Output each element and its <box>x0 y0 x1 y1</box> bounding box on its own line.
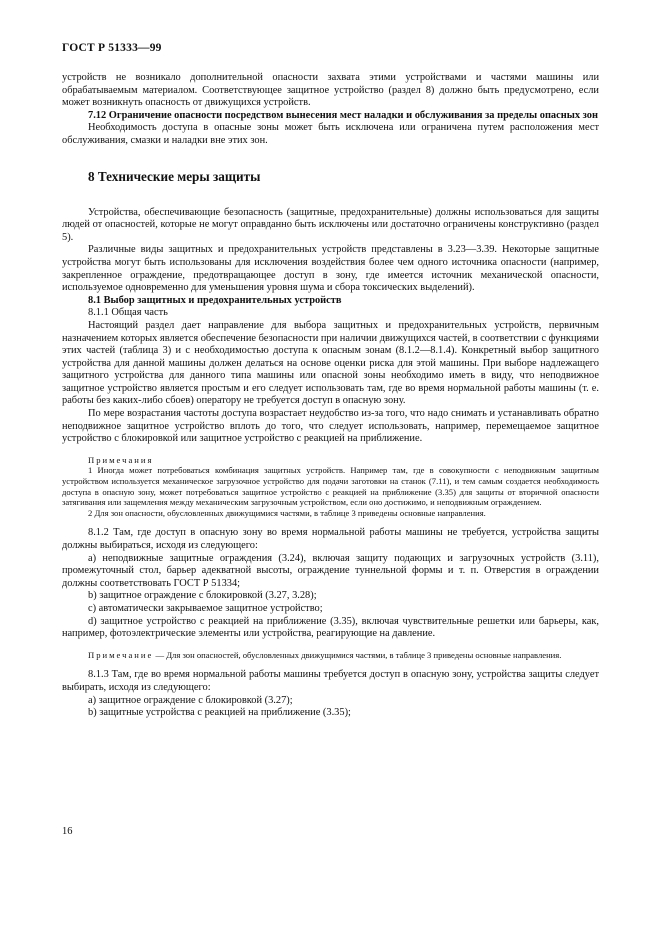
section-8-1-title: 8.1 Выбор защитных и предохранительных устройств <box>88 294 342 306</box>
section-8-1-2-intro: 8.1.2 Там, где доступ в опасную зону во время нормальной работы машины не требуется, устройства защиты должны выбираться, исходя из следующего: <box>62 527 599 551</box>
section-8-title: 8 Технические меры защиты <box>88 168 261 184</box>
document-page <box>62 42 599 720</box>
list-item: а) защитное ограждение с блокировкой (3.27); <box>88 694 293 706</box>
note-3 <box>62 650 599 661</box>
section-7-12-title: 7.12 Ограничение опасности посредством вынесения мест наладки и обслуживания за пределы опасных зон <box>88 109 598 121</box>
list-item: с) автоматически закрываемое защитное устройство; <box>88 602 323 614</box>
note-3-label: Примечание <box>88 649 154 660</box>
list-item: b) защитные устройства с реакцией на приближение (3.35); <box>88 707 351 719</box>
notes-label: Примечания <box>88 454 154 465</box>
page-number: 16 <box>62 826 73 837</box>
section-7-12-text: Необходимость доступа в опасные зоны может быть исключена или ограничена путем расположения мест обслуживания, смазки и наладки вне этих зон. <box>62 122 599 146</box>
list-item: b) защитное ограждение с блокировкой (3.27, 3.28); <box>88 590 317 602</box>
note-1: 1 Иногда может потребоваться комбинация защитных устройств. Например там, где в совокупности с неподвижным защитным устройством используется механическое загрузочное устройство для подачи заготовки на станок (7.11), и тем самым создается необходимость доступа в опасную зону, может потребоваться защитное устройство с реакцией на приближение (3.35) для защиты от вторичной опасности затягивания или защемления между механическим загрузочным устройством, если оно достижимо, и неподвижным ограждением. <box>62 465 599 508</box>
list-item: d) защитное устройство с реакцией на приближение (3.35), включая чувствительные решетки или барьеры, как, например, фотоэлектрические элементы или устройства, реагирующие на давление. <box>62 615 599 640</box>
note-3-text: — Для зон опасностей, обусловленных движущимися частями, в таблице 3 приведены основные направления. <box>153 649 562 660</box>
list-item: а) неподвижные защитные ограждения (3.24), включая защиту подающих и загрузочных устройств (3.11), промежуточный стол, барьер адекватной высоты, ограждение туннельной формы и т. п. Отверстия в ограждении должны соответствовать ГОСТ Р 51334; <box>62 552 599 589</box>
section-8-1-1-paragraph-1: Настоящий раздел дает направление для выбора защитных и предохранительных устройств, первичным назначением которых является обеспечение безопасности при наличии движущихся частей, в соответствии с функциями этих частей (таблица 3) и с необходимостью доступа к опасным зонам (8.1.2—8.1.4). Конкретный выбор защитного устройства для данной машины должен делаться на основе оценки риска для этой машины. При выборе надлежащего защитного устройства для данного типа машины или опасной зоны необходимо иметь в виду, что неподвижное защитное устройство является простым и его следует использовать там, где во время нормальной работы машины (т. е. работы без каких-либо сбоев) оператору не требуется доступ в опасную зону. <box>62 319 599 407</box>
section-8-paragraph-1: Устройства, обеспечивающие безопасность (защитные, предохранительные) должны использоваться для защиты людей от опасностей, которые не могут оправданно быть исключены или достаточно ограничены конструктивно (раздел 5). <box>62 206 599 243</box>
section-8-1-1-title: 8.1.1 Общая часть <box>88 307 168 319</box>
intro-paragraph: устройств не возникало дополнительной опасности захвата этими устройствами и частями машины или обрабатываемым материалом. Соответствующее защитное устройство (раздел 8) должно быть предусмотрено, если может возникнуть опасность от движущихся устройств. <box>62 72 599 109</box>
section-8-1-3-intro: 8.1.3 Там, где во время нормальной работы машины требуется доступ в опасную зону, устройства защиты следует выбирать, исходя из следующего: <box>62 669 599 693</box>
section-8-1-1-paragraph-2: По мере возрастания частоты доступа возрастает неудобство из-за того, что надо снимать и устанавливать обратно неподвижное защитное устройство вплоть до того, что следует использовать, например, перемещаемое защитное устройство с блокировкой или защитное устройство с реакцией на приближение. <box>62 408 599 445</box>
standard-header: ГОСТ Р 51333—99 <box>62 42 162 54</box>
section-8-paragraph-2: Различные виды защитных и предохранительных устройств представлены в 3.23—3.39. Некоторые защитные устройства могут быть использованы для исключения воздействия более чем одного источника опасности (например, закрепленное ограждение, предотвращающее доступ в зону, где имеется источник механической опасности, используемое одновременно для уменьшения уровня шума и сбора токсических выделений). <box>62 244 599 294</box>
note-2: 2 Для зон опасности, обусловленных движущимися частями, в таблице 3 приведены основные направления. <box>88 507 486 518</box>
